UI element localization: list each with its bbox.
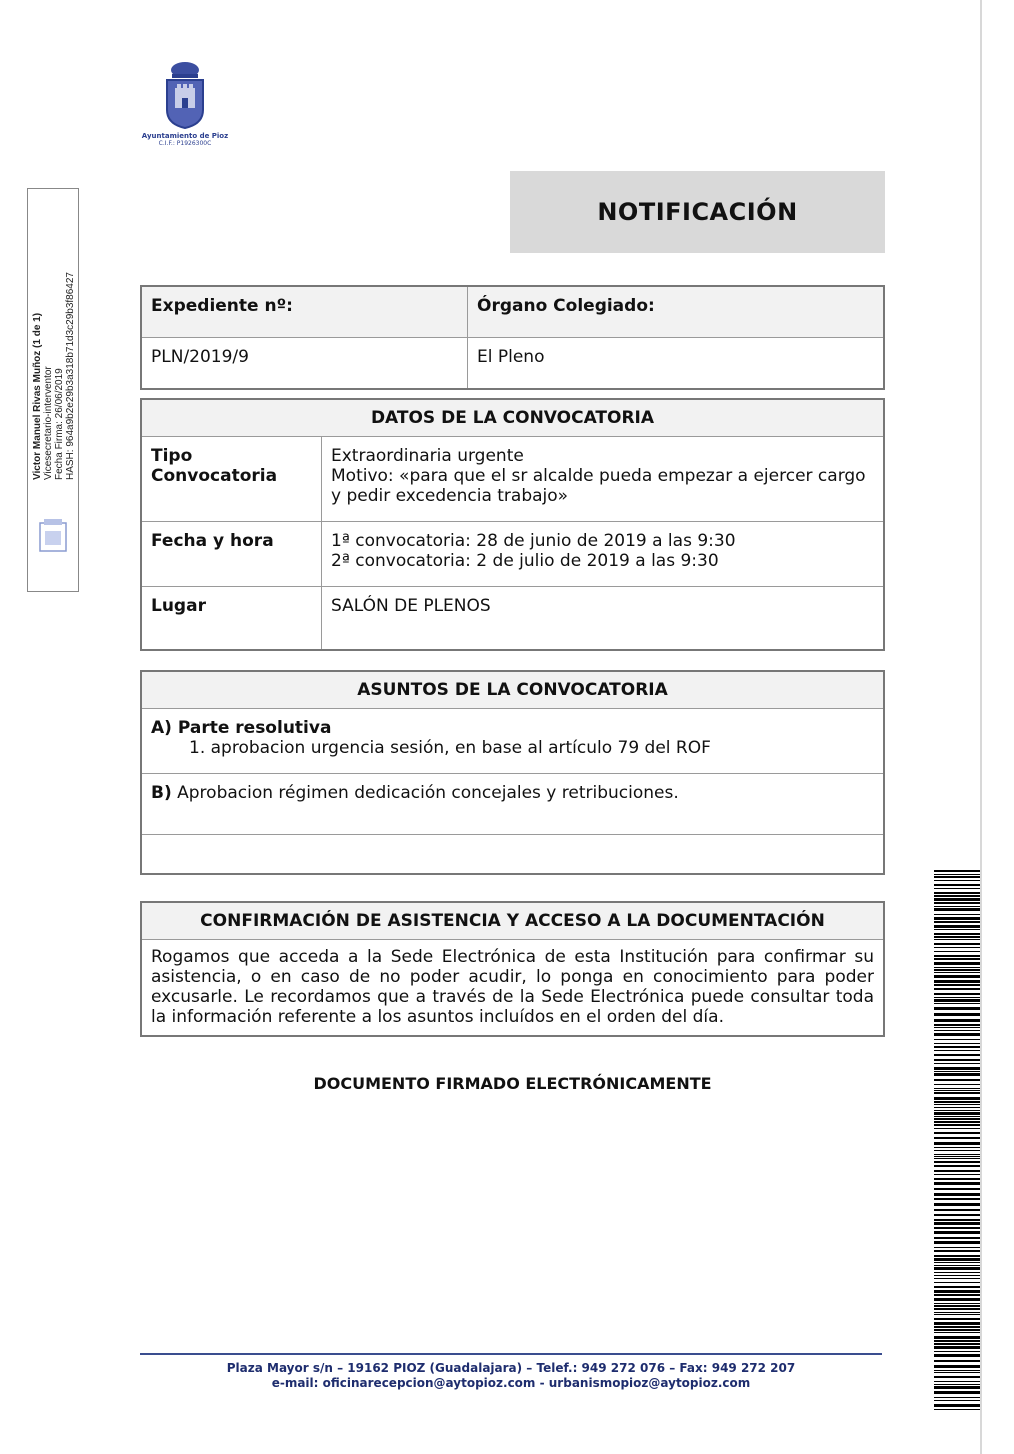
logo-cif: C.I.F.: P1926300C [158, 140, 212, 147]
page-edge [980, 0, 982, 1454]
tipo-value: Extraordinaria urgente [331, 446, 524, 466]
lugar-label: Lugar [141, 587, 322, 651]
coat-of-arms-icon [155, 60, 215, 130]
footer-line-2: e-mail: oficinarecepcion@aytopioz.com - urbanismopioz@aytopioz.com [271, 1376, 751, 1390]
fecha-cell [322, 522, 885, 587]
asunto-b-prefix: B) [151, 783, 172, 803]
organo-value: El Pleno [468, 338, 885, 390]
fecha-segunda: 2ª convocatoria: 2 de julio de 2019 a las 9:30 [331, 551, 719, 571]
signature-date: Fecha Firma: 26/06/2019 [54, 368, 65, 480]
asunto-b-cell [141, 774, 884, 835]
footer-line-1: Plaza Mayor s/n – 19162 PIOZ (Guadalajara) – Telef.: 949 272 076 – Fax: 949 272 207 [226, 1361, 796, 1375]
asunto-b-text: Aprobacion régimen dedicación concejales y retribuciones. [171, 783, 679, 803]
expediente-table [140, 285, 885, 390]
fecha-primera: 1ª convocatoria: 28 de junio de 2019 a las 9:30 [331, 531, 736, 551]
footer-address [140, 1361, 882, 1391]
asuntos-heading: ASUNTOS DE LA CONVOCATORIA [141, 671, 884, 709]
barcode-icon [934, 870, 980, 1410]
confirmacion-table [140, 901, 885, 1037]
asunto-a-item: 1. aprobacion urgencia sesión, en base al artículo 79 del ROF [189, 738, 711, 758]
stamp-icon [38, 519, 68, 553]
asuntos-table [140, 670, 885, 875]
confirmacion-heading: CONFIRMACIÓN DE ASISTENCIA Y ACCESO A LA DOCUMENTACIÓN [141, 902, 884, 940]
motivo-text: Motivo: «para que el sr alcalde pueda empezar a ejercer cargo y pedir excedencia trabajo» [331, 466, 866, 506]
title-box [510, 171, 885, 253]
organo-header: Órgano Colegiado: [468, 286, 885, 338]
asunto-empty-row [141, 835, 884, 875]
asunto-a-cell [141, 709, 884, 774]
signature-hash: HASH: 964a9b2e29b3a318b71d3c29b3f86427 [65, 272, 76, 480]
expediente-value: PLN/2019/9 [141, 338, 468, 390]
municipal-logo [130, 60, 240, 160]
datos-heading: DATOS DE LA CONVOCATORIA [141, 399, 884, 437]
signer-role: Vicesecretario-interventor [43, 366, 54, 480]
confirmacion-body: Rogamos que acceda a la Sede Electrónica de esta Institución para confirmar su asistencia, o en caso de no poder acudir, lo ponga en conocimiento para poder excusarle. Le recordamos que a través de la Sede Electrónica puede consultar toda la información referente a los asuntos incluídos en el orden del día. [141, 940, 884, 1037]
asunto-a-label: A) Parte resolutiva [151, 718, 332, 738]
signature-text [32, 150, 76, 480]
footer-rule [140, 1353, 882, 1355]
firmado-label: DOCUMENTO FIRMADO ELECTRÓNICAMENTE [313, 1074, 712, 1093]
expediente-header: Expediente nº: [141, 286, 468, 338]
logo-org-name: Ayuntamiento de Pioz [141, 132, 229, 140]
tipo-label: Tipo Convocatoria [141, 437, 322, 522]
fecha-label: Fecha y hora [141, 522, 322, 587]
signer-name: Victor Manuel Rivas Muñoz (1 de 1) [32, 312, 43, 480]
lugar-value: SALÓN DE PLENOS [322, 587, 885, 651]
datos-table [140, 398, 885, 651]
page-title: NOTIFICACIÓN [597, 198, 798, 226]
tipo-cell [322, 437, 885, 522]
